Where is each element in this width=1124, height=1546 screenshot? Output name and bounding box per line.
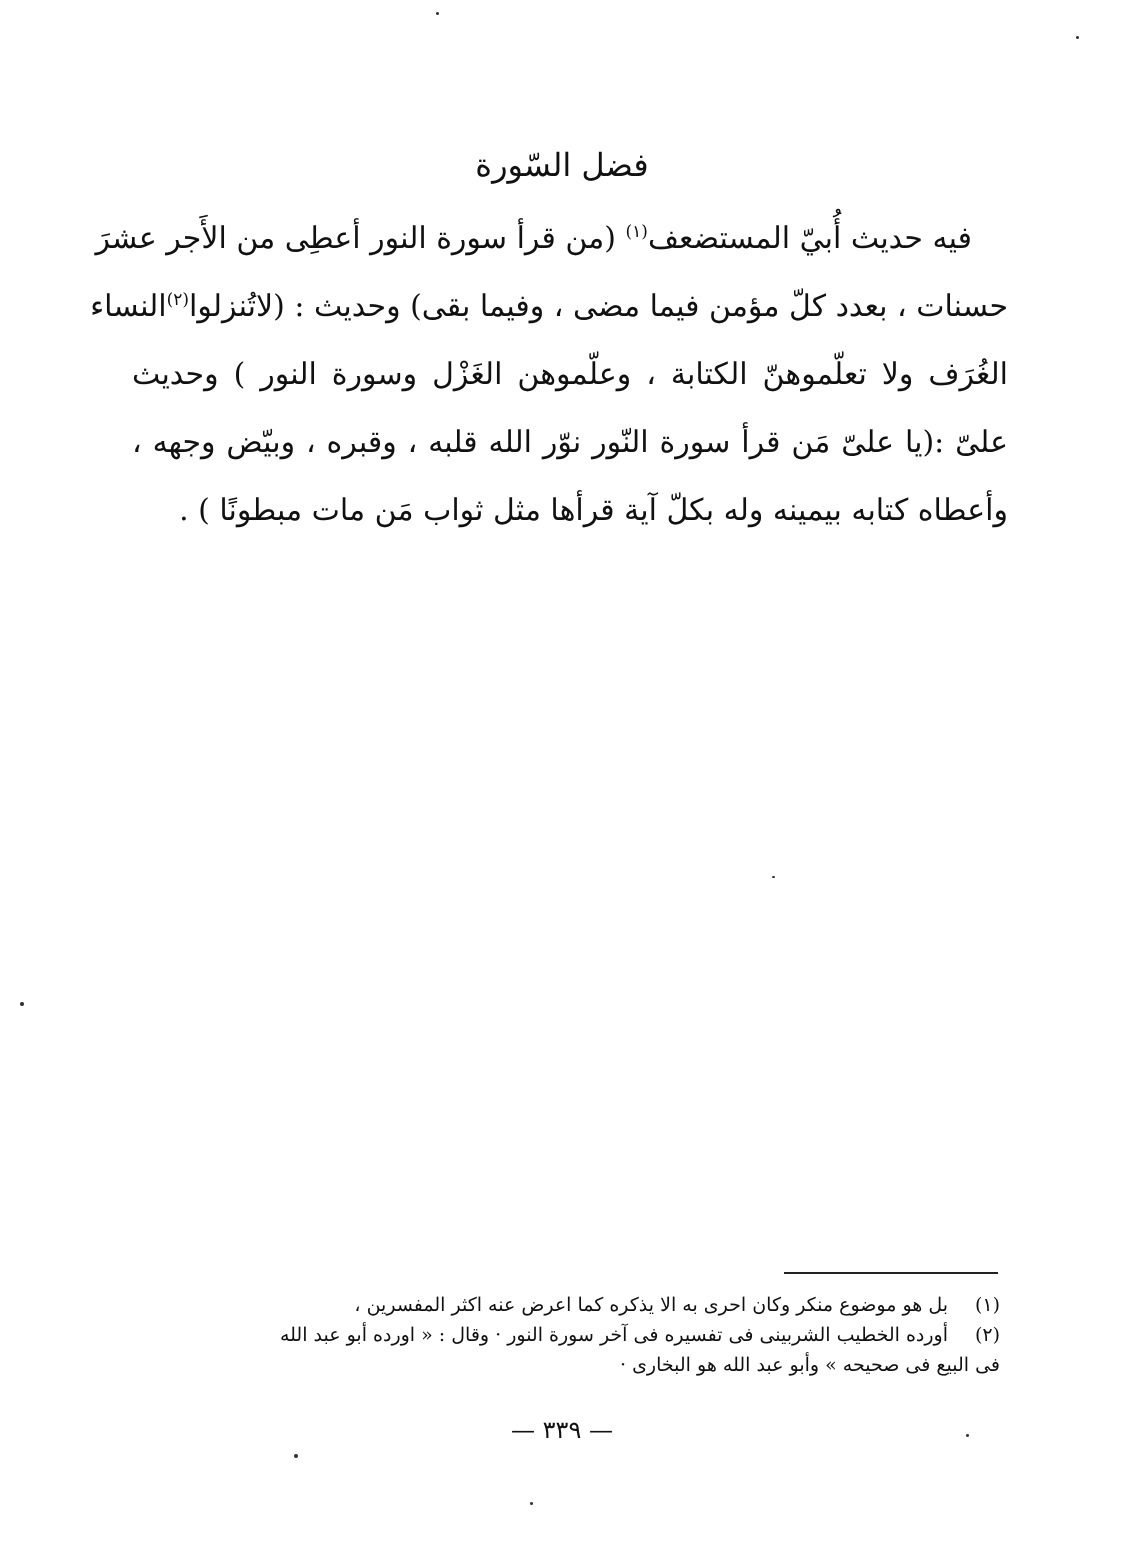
scan-speck <box>1076 36 1079 39</box>
scan-speck <box>772 876 775 878</box>
footnote-2 <box>132 1320 1000 1350</box>
scan-speck <box>20 1002 24 1006</box>
body-line-1-end: (من قرأ سورة النور أعطِى من الأَجر عشرَ <box>95 221 616 256</box>
body-line-2-end: النساء <box>90 289 167 324</box>
body-line-3: الغُرَف ولا تعلّموهنّ الكتابة ، وعلّموهن الغَزْل وسورة النور ) وحديث <box>132 357 1008 392</box>
footnote-1-text: بل هو موضوع منكر وكان احرى به الا يذكره كما اعرض عنه اكثر المفسرين ، <box>354 1294 948 1316</box>
footnote-divider <box>784 1272 998 1274</box>
footnote-2-continuation: فى البيع فى صحيحه » وأبو عبد الله هو البخارى · <box>619 1354 1000 1376</box>
body-text <box>90 205 1008 545</box>
page-number: — ٣٣٩ — <box>511 1416 613 1444</box>
scan-speck <box>294 1454 298 1458</box>
footnote-1-number: (١) <box>974 1294 1000 1316</box>
body-line-2-start: حسنات ، بعدد كلّ مؤمن فيما مضى ، وفيما بقى) وحديث : (لاتُنزلوا <box>189 289 1008 324</box>
footnote-ref-1: (١) <box>625 222 648 242</box>
scan-speck <box>530 1502 533 1505</box>
body-line-1 <box>95 205 1008 273</box>
footnotes <box>132 1290 1000 1380</box>
body-line-2 <box>90 273 1008 341</box>
section-heading: فضل السّورة <box>475 146 649 184</box>
footnote-ref-2: (٢) <box>166 290 190 310</box>
footnote-2-number: (٢) <box>974 1324 1000 1346</box>
footnote-1 <box>132 1290 1000 1320</box>
body-line-4: علىّ :(يا علىّ مَن قرأ سورة النّور نوّر الله قلبه ، وقبره ، وبيّض وجهه ، <box>132 425 1008 460</box>
footnote-2-text: أورده الخطيب الشربينى فى تفسيره فى آخر سورة النور · وقال : « اورده أبو عبد الله <box>279 1324 948 1346</box>
body-line-1-start: فيه حديث أُبيّ المستضعف <box>647 221 972 256</box>
body-line-5: وأعطاه كتابه بيمينه وله بكلّ آية قرأها مثل ثواب مَن مات مبطونًا ) . <box>179 493 1008 528</box>
scan-speck <box>966 1434 969 1437</box>
scan-speck <box>436 12 439 15</box>
